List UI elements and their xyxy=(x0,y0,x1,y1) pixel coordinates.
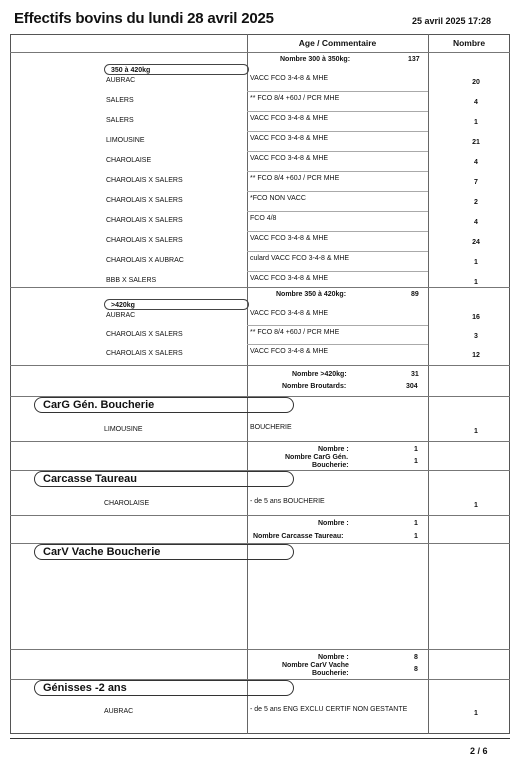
breed-cell: CHAROLAIS X SALERS xyxy=(106,177,183,184)
breed-cell: LIMOUSINE xyxy=(106,137,145,144)
section-title-genisses: Génisses -2 ans xyxy=(34,680,294,696)
section-divider xyxy=(10,515,510,516)
header-nombre: Nombre xyxy=(452,38,486,48)
row-divider xyxy=(247,271,428,272)
count-cell: 24 xyxy=(472,239,480,246)
count-cell: 1 xyxy=(474,428,478,435)
section-title-carv: CarV Vache Boucherie xyxy=(34,544,294,560)
total-label: Boucherie: xyxy=(312,462,349,469)
row-divider xyxy=(247,325,428,326)
count-cell: 1 xyxy=(474,259,478,266)
comment-cell: VACC FCO 3-4-8 & MHE xyxy=(250,155,329,162)
row-divider xyxy=(247,344,428,345)
weight-class-pill: >420kg xyxy=(104,299,249,310)
comment-cell: VACC FCO 3-4-8 & MHE xyxy=(250,275,329,282)
breed-cell: CHAROLAISE xyxy=(106,157,152,164)
total-label: Nombre : xyxy=(318,654,349,661)
comment-cell: VACC FCO 3-4-8 & MHE xyxy=(250,235,329,242)
comment-cell: ** FCO 8/4 +60J / PCR MHE xyxy=(250,329,340,336)
comment-cell: VACC FCO 3-4-8 & MHE xyxy=(250,310,329,317)
breed-cell: CHAROLAIS X SALERS xyxy=(106,197,183,204)
total-label: Nombre : xyxy=(318,446,349,453)
total-label: Nombre CarG Gén. xyxy=(285,454,349,461)
comment-cell: VACC FCO 3-4-8 & MHE xyxy=(250,115,329,122)
count-cell: 12 xyxy=(472,352,480,359)
count-cell: 16 xyxy=(472,314,480,321)
group-total-label: Nombre 300 à 350kg: xyxy=(280,56,351,63)
comment-cell: ** FCO 8/4 +60J / PCR MHE xyxy=(250,175,340,182)
count-cell: 20 xyxy=(472,79,480,86)
row-divider xyxy=(247,171,428,172)
count-cell: 21 xyxy=(472,139,480,146)
total-value: 8 xyxy=(414,666,418,673)
total-value: 1 xyxy=(414,520,418,527)
total-label: Boucherie: xyxy=(312,670,349,677)
col-separator-2 xyxy=(428,34,429,734)
total-label: Nombre : xyxy=(318,520,349,527)
total-value: 1 xyxy=(414,446,418,453)
row-divider xyxy=(247,251,428,252)
section-divider xyxy=(10,649,510,650)
page-number: 2 / 6 xyxy=(470,746,488,756)
breed-cell: BBB X SALERS xyxy=(106,277,157,284)
comment-cell: FCO 4/8 xyxy=(250,215,277,222)
row-divider xyxy=(247,111,428,112)
row-divider xyxy=(247,131,428,132)
breed-cell: LIMOUSINE xyxy=(104,426,143,433)
total-value: 1 xyxy=(414,458,418,465)
row-divider xyxy=(247,211,428,212)
footer-rule xyxy=(10,738,510,739)
count-cell: 4 xyxy=(474,99,478,106)
breed-cell: AUBRAC xyxy=(104,708,134,715)
count-cell: 4 xyxy=(474,219,478,226)
total-value: 304 xyxy=(406,383,418,390)
total-label: Nombre >420kg: xyxy=(292,371,347,378)
breed-cell: SALERS xyxy=(106,117,134,124)
row-divider xyxy=(247,191,428,192)
group-total-label: Nombre 350 à 420kg: xyxy=(276,291,347,298)
weight-class-pill: 350 à 420kg xyxy=(104,64,249,75)
count-cell: 3 xyxy=(474,333,478,340)
comment-cell: *FCO NON VACC xyxy=(250,195,306,202)
comment-cell: VACC FCO 3-4-8 & MHE xyxy=(250,348,329,355)
comment-cell: ** FCO 8/4 +60J / PCR MHE xyxy=(250,95,340,102)
total-value: 8 xyxy=(414,654,418,661)
breed-cell: CHAROLAIS X SALERS xyxy=(106,237,183,244)
total-value: 1 xyxy=(414,533,418,540)
header-age-commentaire: Age / Commentaire xyxy=(298,38,377,48)
comment-cell: culard VACC FCO 3-4-8 & MHE xyxy=(250,255,350,262)
breed-cell: AUBRAC xyxy=(106,77,136,84)
breed-cell: CHAROLAIS X SALERS xyxy=(106,350,183,357)
count-cell: 1 xyxy=(474,710,478,717)
group-total-value: 137 xyxy=(408,56,420,63)
count-cell: 4 xyxy=(474,159,478,166)
section-title-carg: CarG Gén. Boucherie xyxy=(34,397,294,413)
count-cell: 7 xyxy=(474,179,478,186)
breed-cell: CHAROLAIS X SALERS xyxy=(106,217,183,224)
total-label: Nombre Broutards: xyxy=(282,383,347,390)
row-divider xyxy=(247,91,428,92)
comment-cell: BOUCHERIE xyxy=(250,424,292,431)
count-cell: 1 xyxy=(474,119,478,126)
group-total-value: 89 xyxy=(411,291,419,298)
section-divider xyxy=(10,365,510,366)
comment-cell: VACC FCO 3-4-8 & MHE xyxy=(250,75,329,82)
breed-cell: CHAROLAIS X SALERS xyxy=(106,331,183,338)
total-label: Nombre Carcasse Taureau: xyxy=(253,533,344,540)
comment-cell: - de 5 ans ENG EXCLU CERTIF NON GESTANTE xyxy=(250,706,408,713)
page-title: Effectifs bovins du lundi 28 avril 2025 xyxy=(14,10,274,27)
section-title-carcasse: Carcasse Taureau xyxy=(34,471,294,487)
section-divider xyxy=(10,441,510,442)
count-cell: 1 xyxy=(474,279,478,286)
section-divider xyxy=(10,287,510,288)
comment-cell: - de 5 ans BOUCHERIE xyxy=(250,498,325,505)
breed-cell: CHAROLAIS X AUBRAC xyxy=(106,257,184,264)
header-divider xyxy=(10,52,510,53)
comment-cell: VACC FCO 3-4-8 & MHE xyxy=(250,135,329,142)
print-timestamp: 25 avril 2025 17:28 xyxy=(412,16,492,26)
col-separator-1 xyxy=(247,34,248,734)
total-value: 31 xyxy=(411,371,419,378)
count-cell: 1 xyxy=(474,502,478,509)
row-divider xyxy=(247,231,428,232)
row-divider xyxy=(247,151,428,152)
count-cell: 2 xyxy=(474,199,478,206)
breed-cell: CHAROLAISE xyxy=(104,500,150,507)
breed-cell: AUBRAC xyxy=(106,312,136,319)
total-label: Nombre CarV Vache xyxy=(282,662,349,669)
breed-cell: SALERS xyxy=(106,97,134,104)
